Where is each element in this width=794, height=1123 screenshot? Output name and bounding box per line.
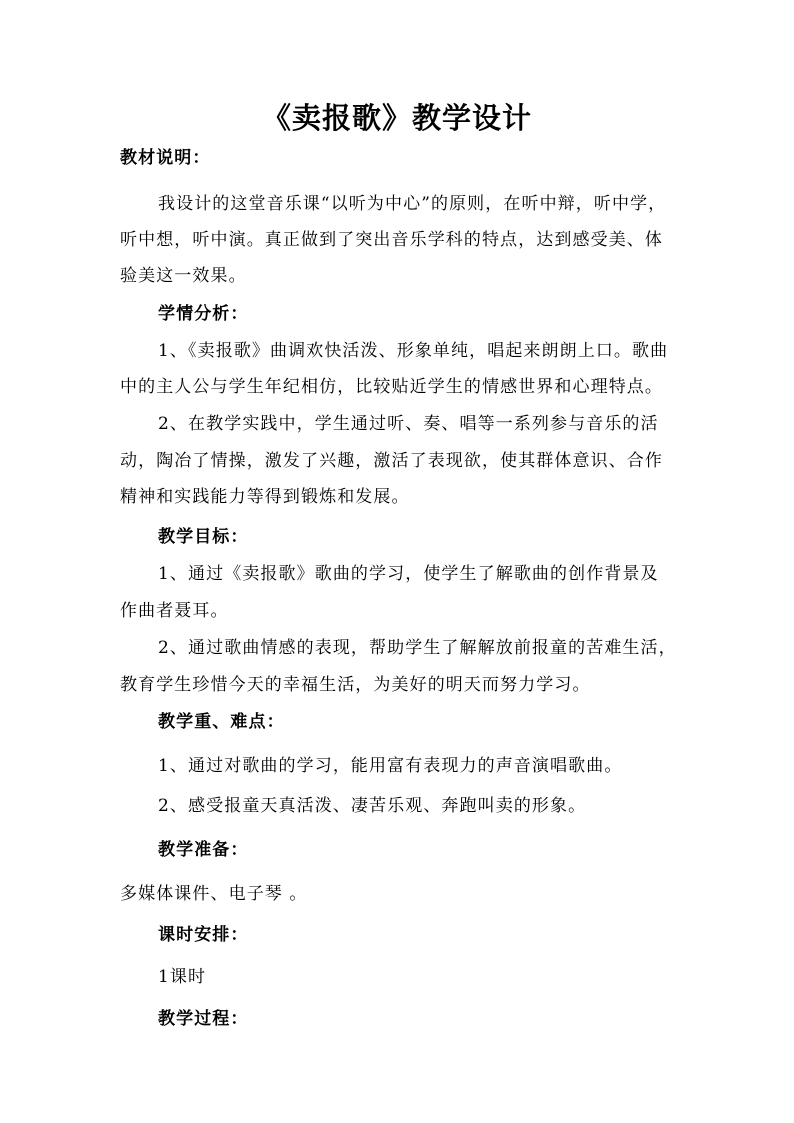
preparation-paragraph-line: 多媒体课件、电子琴 。 [120, 884, 308, 904]
materials-heading: 教材说明： [120, 148, 211, 168]
goals-paragraph-line: 教育学生珍惜今天的幸福生活，为美好的明天而努力学习。 [120, 675, 591, 695]
schedule-heading: 课时安排： [158, 925, 249, 945]
materials-paragraph-line: 验美这一效果。 [120, 266, 247, 286]
schedule-paragraph-line: 1课时 [158, 967, 207, 987]
analysis-paragraph-line: 1、《卖报歌》曲调欢快活泼、形象单纯，唱起来朗朗上口。歌曲 [158, 341, 669, 361]
analysis-paragraph-line: 动，陶冶了情操，激发了兴趣，激活了表现欲，使其群体意识、合作 [120, 451, 663, 471]
keypoints-heading: 教学重、难点： [158, 712, 285, 732]
goals-paragraph-line: 1、通过《卖报歌》歌曲的学习，使学生了解歌曲的创作背景及 [158, 564, 659, 584]
keypoints-paragraph-line: 1、通过对歌曲的学习，能用富有表现力的声音演唱歌曲。 [158, 756, 623, 776]
materials-paragraph-line: 听中想，听中演。真正做到了突出音乐学科的特点，达到感受美、体 [120, 230, 663, 250]
goals-paragraph-line: 2、通过歌曲情感的表现，帮助学生了解解放前报童的苦难生活， [158, 638, 677, 658]
analysis-paragraph-line: 中的主人公与学生年纪相仿，比较贴近学生的情感世界和心理特点。 [120, 377, 663, 397]
process-heading: 教学过程： [158, 1009, 249, 1029]
goals-heading: 教学目标： [158, 527, 249, 547]
preparation-heading: 教学准备： [158, 840, 249, 860]
keypoints-paragraph-line: 2、感受报童天真活泼、凄苦乐观、奔跑叫卖的形象。 [158, 796, 587, 816]
analysis-paragraph-line: 精神和实践能力等得到锻炼和发展。 [120, 487, 410, 507]
analysis-paragraph-line: 2、在教学实践中，学生通过听、奏、唱等一系列参与音乐的活 [158, 414, 659, 434]
materials-paragraph-line: 我设计的这堂音乐课“以听为中心”的原则，在听中辩，听中学， [158, 194, 667, 214]
analysis-heading: 学情分析： [158, 304, 249, 324]
goals-paragraph-line: 作曲者聂耳。 [120, 601, 229, 621]
document-title: 《卖报歌》教学设计 [261, 101, 532, 135]
